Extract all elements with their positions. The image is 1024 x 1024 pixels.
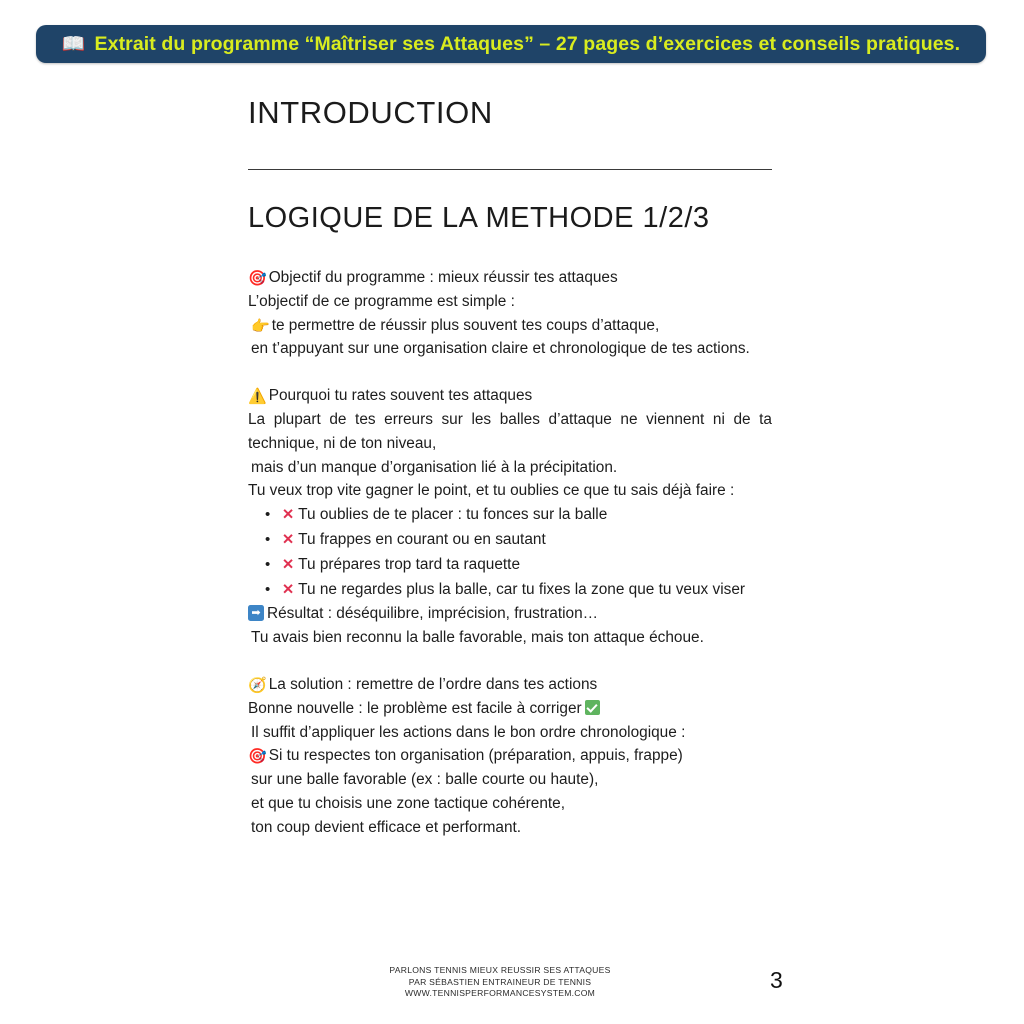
solution-heading-line: [248, 673, 772, 697]
mistakes-list: [248, 503, 772, 602]
green-check-icon: [585, 700, 600, 715]
page-title: INTRODUCTION: [248, 95, 493, 130]
warning-icon: ⚠️: [248, 388, 267, 406]
footer-credit-line-1: PARLONS TENNIS MIEUX REUSSIR SES ATTAQUES: [389, 965, 611, 975]
why-block: [248, 384, 777, 650]
footer-credit-line-3: WWW.TENNISPERFORMANCESYSTEM.COM: [404, 988, 596, 999]
why-heading-line: [248, 384, 772, 408]
footer-credit-line-2: PAR SÉBASTIEN ENTRAINEUR DE TENNIS: [408, 976, 592, 987]
why-heading-text: Pourquoi tu rates souvent tes attaques: [268, 387, 533, 405]
objective-line-3-text: te permettre de réussir plus souvent tes coups d’attaque,: [271, 316, 660, 334]
cross-mark-icon: ✕: [282, 556, 295, 573]
solution-block: [248, 673, 772, 840]
list-item: [282, 503, 772, 528]
objective-line-2: L’objectif de ce programme est simple :: [248, 292, 515, 310]
open-book-icon: 📖: [61, 33, 86, 55]
footer-credit: [0, 965, 1012, 1000]
cross-mark-icon: ✕: [282, 531, 295, 548]
right-arrow-icon: [248, 605, 264, 621]
promo-banner-text: Extrait du programme “Maîtriser ses Attaques” – 27 pages d’exercices et conseils pratiques.: [94, 32, 961, 55]
solution-line-3-text: Si tu respectes ton organisation (préparation, appuis, frappe): [268, 747, 683, 765]
solution-line-1-text: Bonne nouvelle : le problème est facile à corriger: [248, 699, 582, 717]
objective-heading-text: Objectif du programme : mieux réussir tes attaques: [268, 269, 618, 286]
list-item: [282, 578, 772, 603]
list-item-label: Tu oublies de te placer : tu fonces sur la balle: [298, 506, 608, 524]
why-line-1: La plupart de tes erreurs sur les balles d’attaque ne viennent ni de ta technique, ni de ton niveau,: [248, 410, 777, 452]
solution-line-4: sur une balle favorable (ex : balle courte ou haute),: [251, 771, 599, 789]
solution-line-2: Il suffit d’appliquer les actions dans le bon ordre chronologique :: [251, 723, 686, 741]
result-follow-line: Tu avais bien reconnu la balle favorable, mais ton attaque échoue.: [251, 629, 704, 647]
solution-line-6: ton coup devient efficace et performant.: [251, 818, 522, 836]
objective-heading-line: [248, 266, 772, 290]
solution-heading-text: La solution : remettre de l’ordre dans tes actions: [268, 675, 598, 693]
solution-line-3: [248, 744, 772, 768]
section-heading: LOGIQUE DE LA METHODE 1/2/3: [248, 201, 710, 234]
solution-line-5: et que tu choisis une zone tactique cohérente,: [251, 794, 566, 812]
list-item-label: Tu frappes en courant ou en sautant: [298, 530, 546, 548]
cross-mark-icon: ✕: [282, 581, 295, 598]
target-icon: 🎯: [248, 270, 267, 287]
page-number: 3: [770, 967, 783, 993]
promo-banner: [36, 25, 986, 63]
objective-line-3: [248, 314, 772, 338]
list-item-label: Tu prépares trop tard ta raquette: [298, 555, 521, 573]
result-line: [248, 602, 772, 626]
why-line-2: mais d’un manque d’organisation lié à la précipitation.: [251, 458, 618, 476]
list-item-label: Tu ne regardes plus la balle, car tu fixes la zone que tu veux viser: [298, 580, 746, 598]
objective-block: [248, 266, 772, 361]
target-icon: 🎯: [248, 748, 267, 766]
objective-line-4: en t’appuyant sur une organisation claire et chronologique de tes actions.: [251, 340, 750, 358]
cross-mark-icon: ✕: [282, 507, 295, 524]
pointing-hand-icon: 👉: [251, 317, 270, 335]
document-page: [248, 88, 777, 840]
compass-icon: 🧭: [248, 676, 267, 694]
title-divider: [248, 169, 772, 170]
solution-line-1: [248, 697, 772, 721]
list-item: [282, 528, 772, 553]
why-line-3: Tu veux trop vite gagner le point, et tu oublies ce que tu sais déjà faire :: [248, 482, 735, 500]
list-item: [282, 553, 772, 578]
result-text: Résultat : déséquilibre, imprécision, frustration…: [267, 605, 599, 623]
